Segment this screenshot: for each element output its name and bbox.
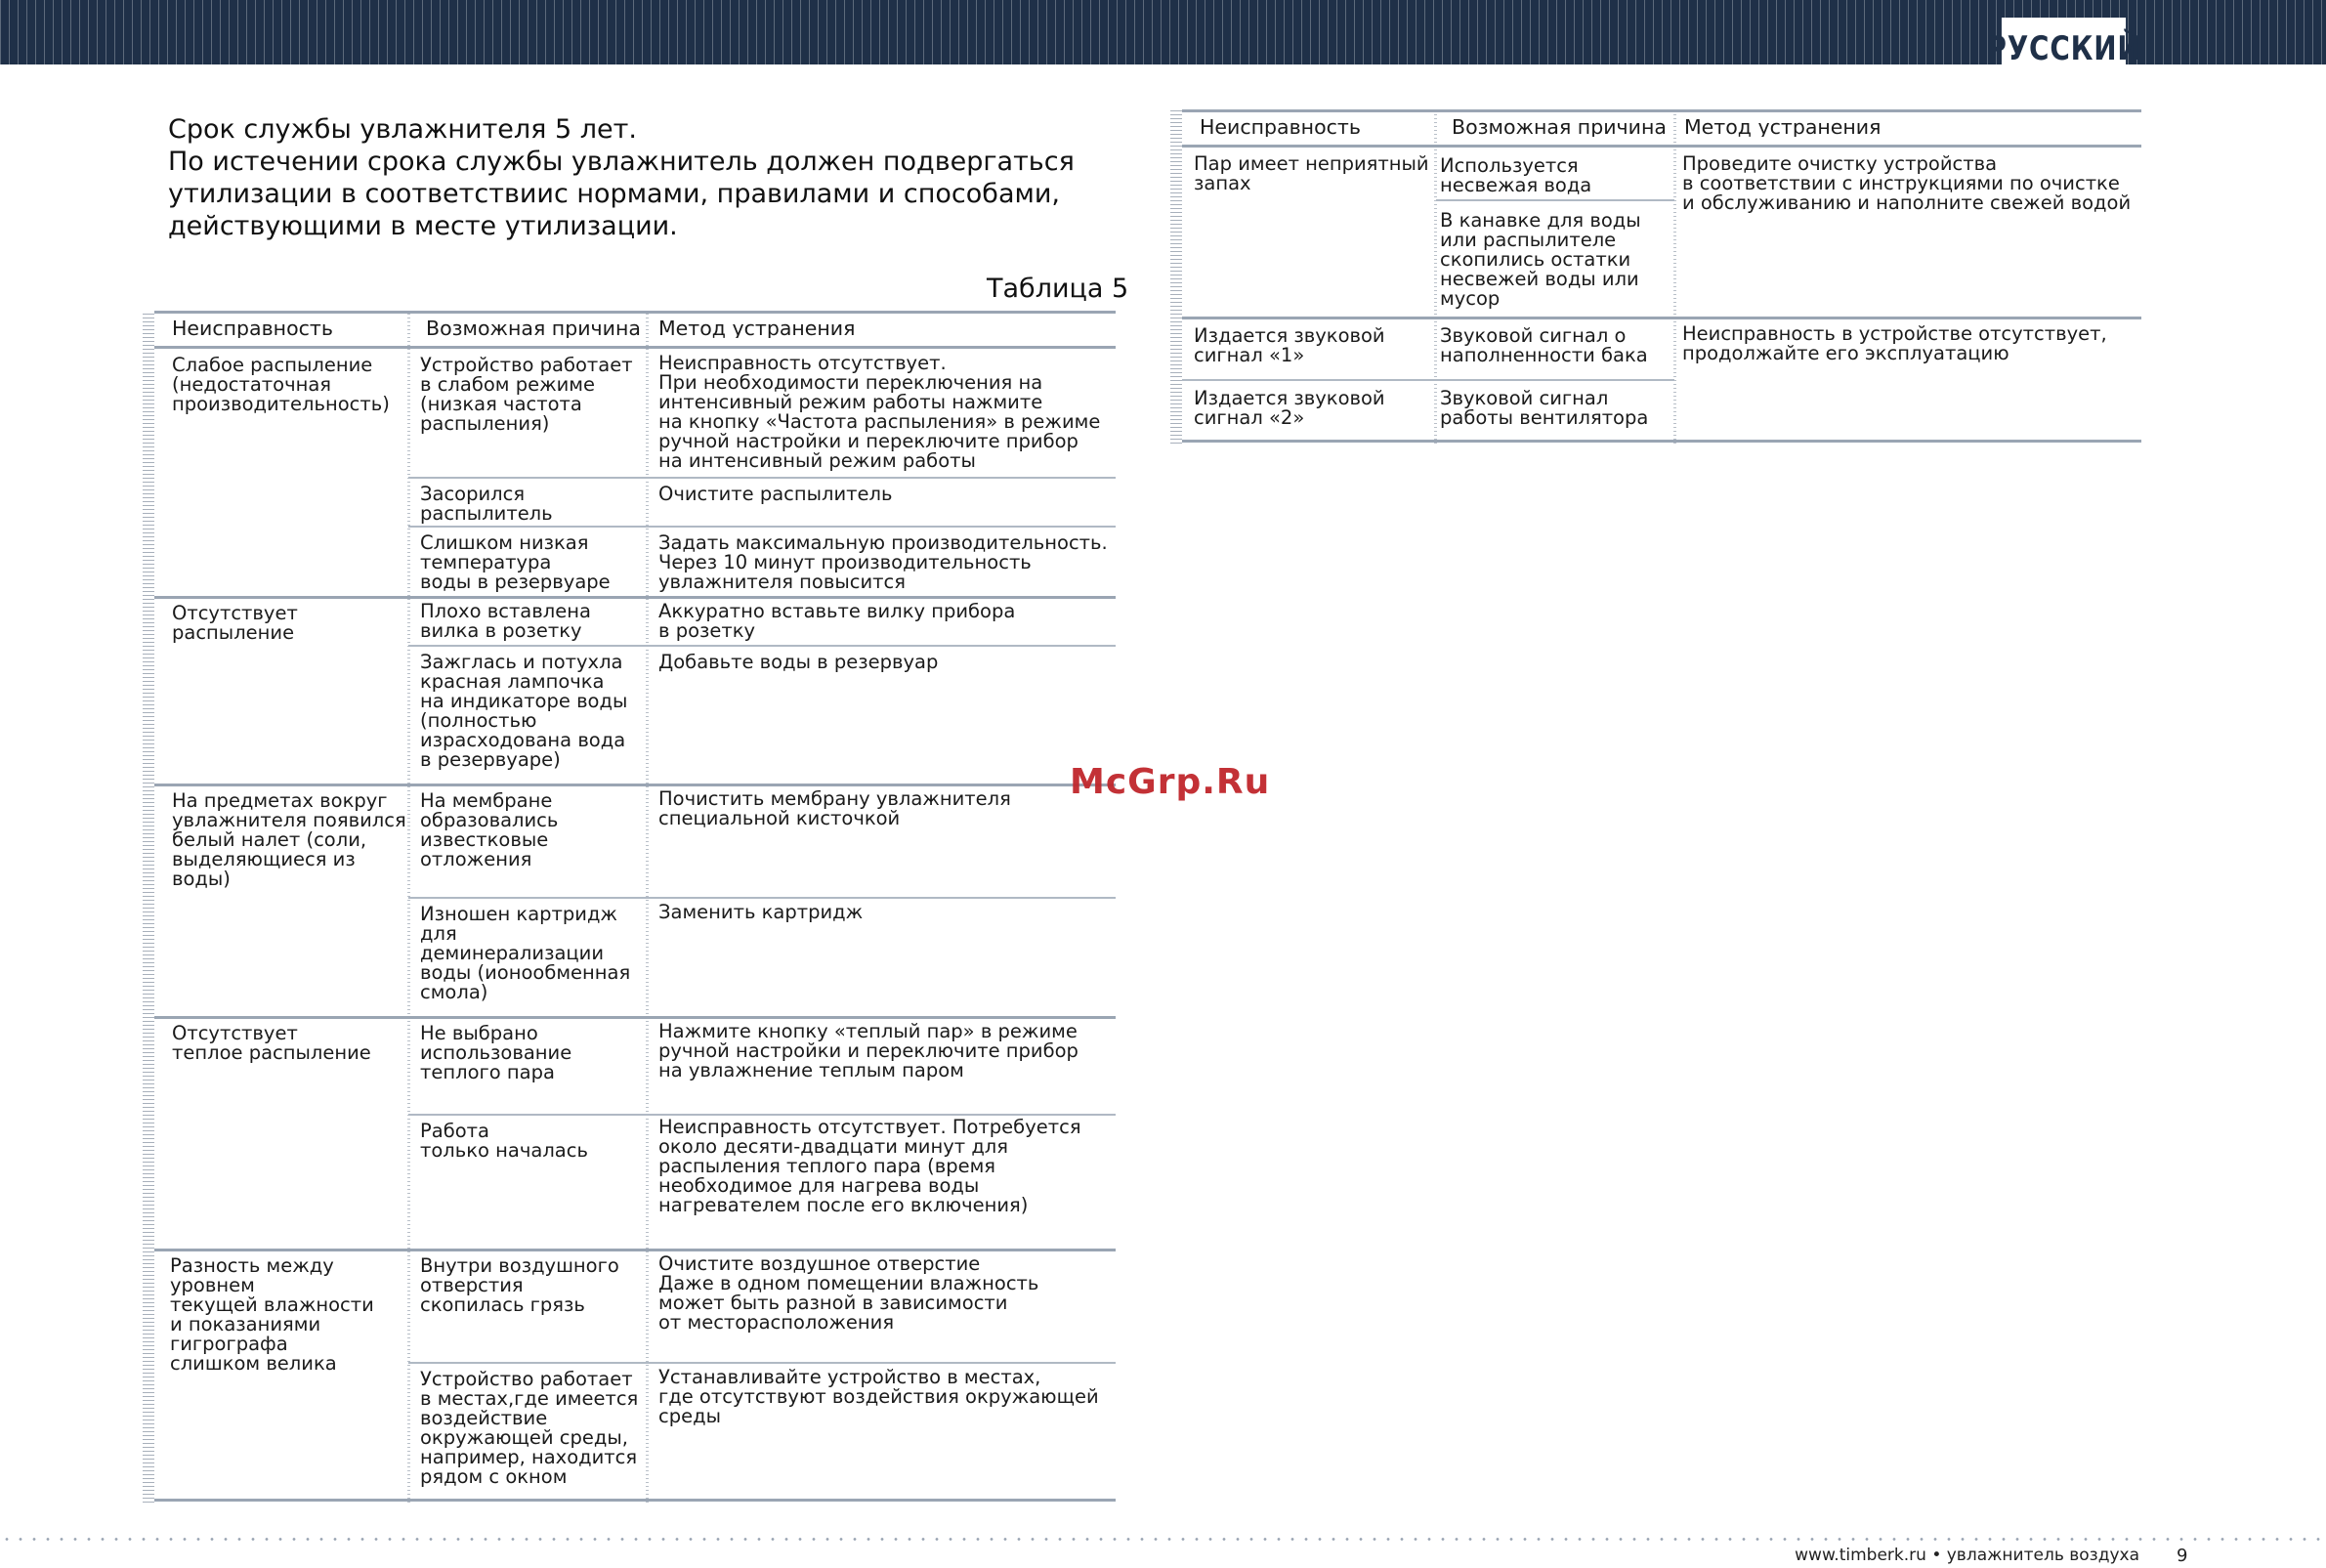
- column-divider: [646, 311, 649, 1503]
- fault-cell: Слабое распыление (недостаточная производительность): [172, 356, 390, 414]
- column-divider: [1434, 109, 1437, 444]
- header-fault: Неисправность: [172, 318, 333, 338]
- footer-site: www.timberk.ru • увлажнитель воздуха: [1795, 1546, 2139, 1565]
- header-cause: Возможная причина: [1452, 117, 1667, 137]
- remedy-cell: Добавьте воды в резервуар: [658, 653, 939, 672]
- service-life-line: По истечении срока службы увлажнитель должен подвергаться: [168, 147, 1075, 177]
- troubleshooting-table: [143, 311, 1116, 1503]
- remedy-cell: Очистите воздушное отверстие Даже в одном помещении влажность может быть разной в зависимости от месторасположения: [658, 1254, 1039, 1333]
- table-caption: Таблица 5: [987, 274, 1129, 304]
- service-life-note: [168, 113, 1106, 242]
- cause-cell: Устройство работает в местах,где имеется воздействие окружающей среды, например, находится рядом с окном: [420, 1370, 639, 1487]
- cause-cell: Используется несвежая вода: [1440, 156, 1592, 195]
- cause-cell: Не выбрано использование теплого пара: [420, 1024, 572, 1082]
- fault-cell: Отсутствует распыление: [172, 604, 298, 643]
- row-divider: [154, 1016, 1116, 1019]
- remedy-cell: Задать максимальную производительность. Через 10 минут производительность увлажнителя повысится: [658, 533, 1108, 592]
- row-divider: [1182, 145, 2141, 148]
- fault-cell: Пар имеет неприятный запах: [1194, 154, 1429, 193]
- header-cause: Возможная причина: [426, 318, 641, 338]
- row-divider: [1182, 379, 1674, 381]
- cause-cell: Плохо вставлена вилка в розетку: [420, 602, 591, 641]
- table-hatch-border: [1170, 109, 1182, 444]
- fault-cell: Издается звуковой сигнал «1»: [1194, 326, 1385, 365]
- row-divider: [154, 1249, 1116, 1251]
- page-number: 9: [2177, 1546, 2188, 1566]
- service-life-line: Срок службы увлажнителя 5 лет.: [168, 114, 637, 145]
- row-divider: [408, 526, 1116, 528]
- row-divider: [1182, 440, 2141, 443]
- service-life-line: утилизации в соответствиис нормами, правилами и способами,: [168, 179, 1060, 209]
- cause-cell: Засорился распылитель: [420, 485, 553, 524]
- row-divider: [408, 1362, 1116, 1364]
- cause-cell: В канавке для воды или распылителе скопились остатки несвежей воды или мусор: [1440, 211, 1641, 309]
- row-divider: [1436, 199, 1674, 201]
- row-divider: [408, 477, 1116, 479]
- remedy-cell: Заменить картридж: [658, 903, 864, 922]
- row-divider: [408, 645, 1116, 647]
- row-divider: [154, 784, 1116, 786]
- fault-cell: Разность между уровнем текущей влажности и показаниями гигрографа слишком велика: [170, 1256, 374, 1374]
- remedy-cell: Неисправность отсутствует. При необходимости переключения на интенсивный режим работы нажмите на кнопку «Частота распыления» в режиме ручной настройки и переключите прибор на интенсивный режим работы: [658, 354, 1101, 471]
- row-divider: [154, 311, 1116, 314]
- header-fault: Неисправность: [1200, 117, 1361, 137]
- watermark: McGrp.Ru: [1070, 762, 1271, 802]
- fault-cell: Отсутствует теплое распыление: [172, 1024, 371, 1063]
- header-bar: [0, 0, 2326, 64]
- row-divider: [154, 346, 1116, 349]
- cause-cell: Изношен картридж для деминерализации воды (ионообменная смола): [420, 905, 631, 1002]
- remedy-cell: Аккуратно вставьте вилку прибора в розетку: [658, 602, 1016, 641]
- table-hatch-border: [143, 311, 154, 1503]
- cause-cell: Устройство работает в слабом режиме (низкая частота распыления): [420, 356, 633, 434]
- remedy-cell: Неисправность в устройстве отсутствует, продолжайте его эксплуатацию: [1682, 324, 2107, 363]
- row-divider: [408, 1114, 1116, 1116]
- footer-divider: [0, 1538, 2326, 1541]
- cause-cell: Внутри воздушного отверстия скопилась грязь: [420, 1256, 619, 1315]
- remedy-cell: Очистите распылитель: [658, 485, 893, 504]
- troubleshooting-table-continued: [1170, 109, 2141, 444]
- cause-cell: На мембране образовались известковые отложения: [420, 791, 559, 869]
- header-remedy: Метод устранения: [1684, 117, 1882, 137]
- remedy-cell: Неисправность отсутствует. Потребуется около десяти-двадцати минут для распыления теплого пара (время необходимое для нагрева воды нагревателем после его включения): [658, 1118, 1081, 1215]
- cause-cell: Зажглась и потухла красная лампочка на индикаторе воды (полностью израсходована вода в резервуаре): [420, 653, 628, 770]
- column-divider: [407, 311, 410, 1503]
- service-life-line: действующими в месте утилизации.: [168, 211, 678, 241]
- row-divider: [154, 1499, 1116, 1502]
- row-divider: [1182, 317, 2141, 319]
- row-divider: [154, 596, 1116, 599]
- remedy-cell: Почистить мембрану увлажнителя специальной кисточкой: [658, 789, 1011, 828]
- cause-cell: Слишком низкая температура воды в резервуаре: [420, 533, 611, 592]
- cause-cell: Звуковой сигнал о наполненности бака: [1440, 326, 1648, 365]
- header-remedy: Метод устранения: [658, 318, 856, 338]
- row-divider: [1182, 109, 2141, 112]
- row-divider: [408, 897, 1116, 899]
- remedy-cell: Нажмите кнопку «теплый пар» в режиме ручной настройки и переключите прибор на увлажнение теплым паром: [658, 1022, 1078, 1081]
- fault-cell: На предметах вокруг увлажнителя появился белый налет (соли, выделяющиеся из воды): [172, 791, 406, 889]
- column-divider: [1673, 109, 1676, 444]
- remedy-cell: Устанавливайте устройство в местах, где отсутствуют воздействия окружающей среды: [658, 1368, 1099, 1426]
- cause-cell: Работа только началась: [420, 1122, 588, 1161]
- remedy-cell: Проведите очистку устройства в соответствии с инструкциями по очистке и обслуживанию и наполните свежей водой: [1682, 154, 2132, 213]
- language-tab: РУССКИЙ: [2002, 18, 2126, 80]
- cause-cell: Звуковой сигнал работы вентилятора: [1440, 389, 1649, 428]
- fault-cell: Издается звуковой сигнал «2»: [1194, 389, 1385, 428]
